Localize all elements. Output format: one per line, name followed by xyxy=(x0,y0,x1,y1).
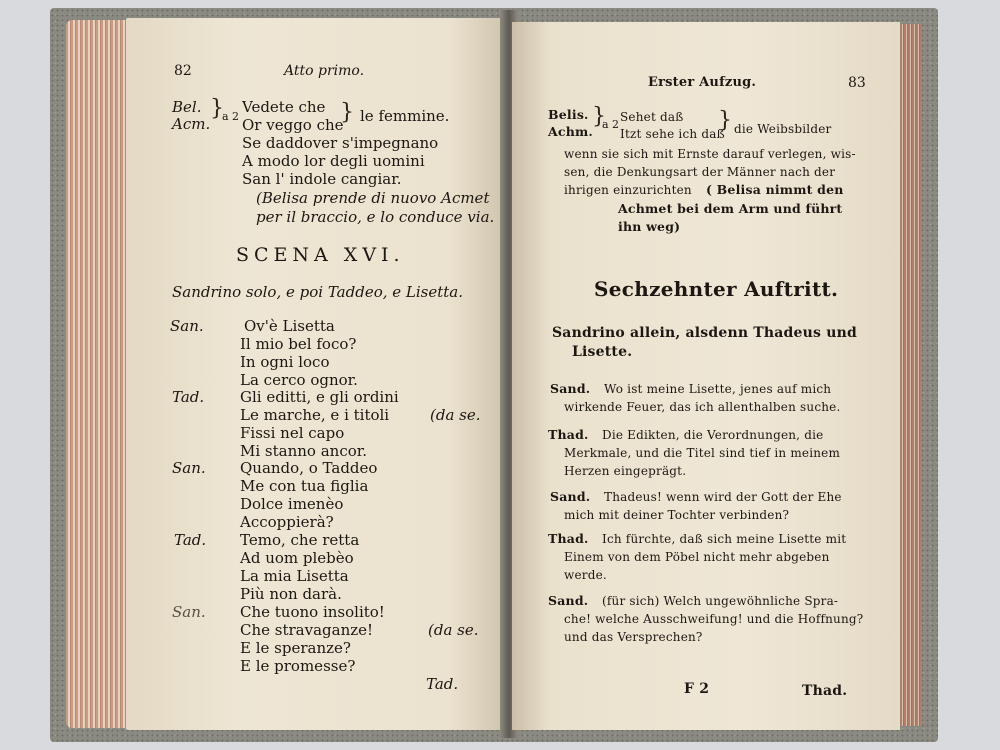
shared-line: le femmine. xyxy=(360,107,450,125)
verse-line: Me con tua figlia xyxy=(240,477,369,495)
verse-line: Gli editti, e gli ordini xyxy=(240,388,399,406)
signature-mark: F 2 xyxy=(684,681,710,697)
verse-line: Le marche, e i titoli xyxy=(240,406,390,424)
verse-line: Temo, che retta xyxy=(240,531,360,549)
verse-line: Più non darà. xyxy=(240,585,342,603)
brace-speakers: } xyxy=(210,96,224,121)
brace-lines: } xyxy=(718,108,732,133)
scene-title: SCENA XVI. xyxy=(236,244,405,266)
prose-line: Thadeus! wenn wird der Gott der Ehe xyxy=(604,490,842,504)
scene-characters: Lisette. xyxy=(572,344,633,360)
bel-acm-line: A modo lor degli uomini xyxy=(242,152,425,170)
verse-line: La cerco ognor. xyxy=(240,371,358,389)
prose-line: ihrigen einzurichten xyxy=(564,183,692,197)
speaker: San. xyxy=(172,459,206,477)
prose-line: Wo ist meine Lisette, jenes auf mich xyxy=(604,382,832,396)
right-page-number: 83 xyxy=(848,75,866,91)
shared-line: die Weibsbilder xyxy=(734,122,832,136)
speaker: San. xyxy=(170,317,204,335)
brace-lines: } xyxy=(340,100,354,125)
speaker-achm: Achm. xyxy=(548,124,593,139)
bel-line-1: Vedete che xyxy=(242,98,326,116)
prose-line: Merkmale, und die Titel sind tief in meinem xyxy=(564,446,841,460)
speaker: Thad. xyxy=(548,531,589,546)
prose-line: werde. xyxy=(564,568,607,582)
left-running-head: Atto primo. xyxy=(284,63,365,79)
verse-line: Dolce imenèo xyxy=(240,495,344,513)
right-page xyxy=(512,22,900,730)
speaker-bel: Bel. xyxy=(172,98,202,116)
stage-direction: ( Belisa nimmt den xyxy=(706,182,844,197)
scene-characters: Sandrino solo, e poi Taddeo, e Lisetta. xyxy=(172,283,464,301)
scene-title: Sechzehnter Auftritt. xyxy=(594,277,839,301)
verse-line: La mia Lisetta xyxy=(240,567,349,585)
speaker: Sand. xyxy=(548,593,589,608)
stage-direction: Achmet bei dem Arm und führt xyxy=(618,201,843,216)
a2-marker: a 2 xyxy=(222,110,240,123)
speaker-belis: Belis. xyxy=(548,107,589,122)
prose-line: Einem von dem Pöbel nicht mehr abgeben xyxy=(564,550,830,564)
left-page-number: 82 xyxy=(174,63,192,79)
prose-line: wenn sie sich mit Ernste darauf verlegen, wis- xyxy=(564,147,856,161)
verse-line: In ogni loco xyxy=(240,353,330,371)
verse-line: Accoppierà? xyxy=(240,513,334,531)
prose-line: Ich fürchte, daß sich meine Lisette mit xyxy=(602,532,847,546)
achm-line-2: Itzt sehe ich daß xyxy=(620,127,725,141)
speaker-acm: Acm. xyxy=(172,115,211,133)
prose-line: und das Versprechen? xyxy=(564,630,703,644)
verse-line: Che tuono insolito! xyxy=(240,603,385,621)
verse-line: Il mio bel foco? xyxy=(240,335,357,353)
speaker: Tad. xyxy=(174,531,207,549)
prose-line: wirkende Feuer, das ich allenthalben suche. xyxy=(564,400,841,414)
verse-line: E le promesse? xyxy=(240,657,356,675)
prose-line: che! welche Ausschweifung! und die Hoffnung? xyxy=(564,612,864,626)
prose-line: mich mit deiner Tochter verbinden? xyxy=(564,508,790,522)
verse-line: Quando, o Taddeo xyxy=(240,459,378,477)
stage-direction: per il braccio, e lo conduce via. xyxy=(256,208,495,226)
verse-line: E le speranze? xyxy=(240,639,351,657)
verse-line: Ov'è Lisetta xyxy=(244,317,335,335)
catchword: Tad. xyxy=(426,675,459,693)
stage-direction: ihn weg) xyxy=(618,219,681,234)
left-page xyxy=(126,18,506,730)
stage-direction: (Belisa prende di nuovo Acmet xyxy=(256,189,490,207)
brace-speakers: } xyxy=(592,104,606,129)
acm-line-2: Or veggo che xyxy=(242,116,344,134)
scene-characters: Sandrino allein, alsdenn Thadeus und xyxy=(552,325,857,341)
prose-line: sen, die Denkungsart der Männer nach der xyxy=(564,165,836,179)
verse-line: Mi stanno ancor. xyxy=(240,442,368,460)
aside: (da se. xyxy=(430,406,481,424)
verse-line: Ad uom plebèo xyxy=(240,549,354,567)
catchword: Thad. xyxy=(802,683,848,699)
speaker: Tad. xyxy=(172,388,205,406)
bel-acm-line: San l' indole cangiar. xyxy=(242,170,402,188)
verse-line: Fissi nel capo xyxy=(240,424,345,442)
prose-line: Die Edikten, die Verordnungen, die xyxy=(602,428,824,442)
right-running-head: Erster Aufzug. xyxy=(648,75,757,90)
prose-line: Herzen eingeprägt. xyxy=(564,464,687,478)
speaker: San. xyxy=(172,603,206,621)
speaker: Sand. xyxy=(550,381,591,396)
verse-line: Che stravaganze! xyxy=(240,621,374,639)
a2-marker: a 2 xyxy=(602,118,620,131)
bel-acm-line: Se daddover s'impegnano xyxy=(242,134,439,152)
speaker: Thad. xyxy=(548,427,589,442)
belis-line-1: Sehet daß xyxy=(620,110,684,124)
speaker: Sand. xyxy=(550,489,591,504)
prose-line: (für sich) Welch ungewöhnliche Spra- xyxy=(602,594,839,608)
aside: (da se. xyxy=(428,621,479,639)
